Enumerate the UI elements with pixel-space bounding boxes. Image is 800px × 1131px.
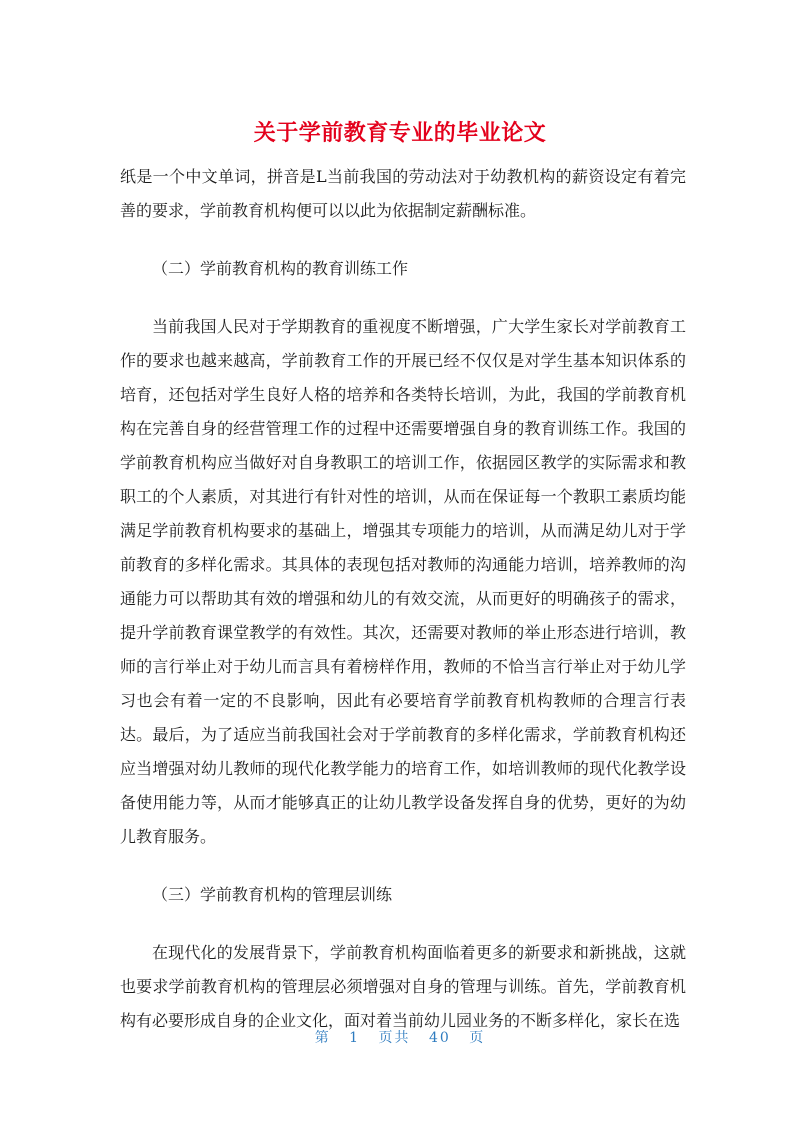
paragraph-management: 在现代化的发展背景下，学前教育机构面临着更多的新要求和新挑战，这就也要求学前教育机构的管理层必须增强对自身的管理与训练。首先，学前教育机构有必要形成自身的企业文化，面对着当前幼儿园业务的不断多样化，家长在选 — [120, 943, 686, 1030]
footer-total-pages: 40 — [429, 1030, 451, 1046]
footer-middle: 页共 — [378, 1030, 411, 1046]
footer-suffix: 页 — [469, 1030, 486, 1046]
paragraph-intro: 纸是一个中文单词，拼音是L当前我国的劳动法对于幼教机构的薪资设定有着完善的要求，学前教育机构便可以以此为依据制定薪酬标准。 — [120, 167, 686, 220]
footer-page-number: 1 — [349, 1030, 361, 1046]
document-title: 关于学前教育专业的毕业论文 — [253, 121, 547, 146]
paragraph-training: 当前我国人民对于学期教育的重视度不断增强，广大学生家长对学前教育工作的要求也越来越高，学前教育工作的开展已经不仅仅是对学生基本知识体系的培育，还包括对学生良好人格的培养和各类特长培训，为此，我国的学前教育机构在完善自身的经营管理工作的过程中还需要增强自身的教育训练工作。我国的学前教育机构应当做好对自身教职工的培训工作，依据园区教学的实际需求和教职工的个人素质，对其进行有针对性的培训，从而在保证每一个教职工素质均能满足学前教育机构要求的基础上，增强其专项能力的培训，从而满足幼儿对于学前教育的多样化需求。其具体的表现包括对教师的沟通能力培训，培养教师的沟通能力可以帮助其有效的增强和幼儿的有效交流，从而更好的明确孩子的需求，提升学前教育课堂教学的有效性。其次，还需要对教师的举止形态进行培训，教师的言行举止对于幼儿而言具有着榜样作用，教师的不恰当言行举止对于幼儿学习也会有着一定的不良影响，因此有必要培育学前教育机构教师的合理言行表达。最后，为了适应当前我国社会对于学前教育的多样化需求，学前教育机构还应当增强对幼儿教师的现代化教学能力的培育工作，如培训教师的现代化教学设备使用能力等，从而才能够真正的让幼儿教学设备发挥自身的优势，更好的为幼儿教育服务。 — [120, 317, 686, 846]
section-heading-2: （二）学前教育机构的教育训练工作 — [152, 259, 409, 278]
footer-prefix: 第 — [314, 1030, 331, 1046]
document-body — [120, 160, 686, 1038]
section-heading-3: （三）学前教育机构的管理层训练 — [152, 885, 393, 904]
page-footer — [0, 1027, 800, 1047]
